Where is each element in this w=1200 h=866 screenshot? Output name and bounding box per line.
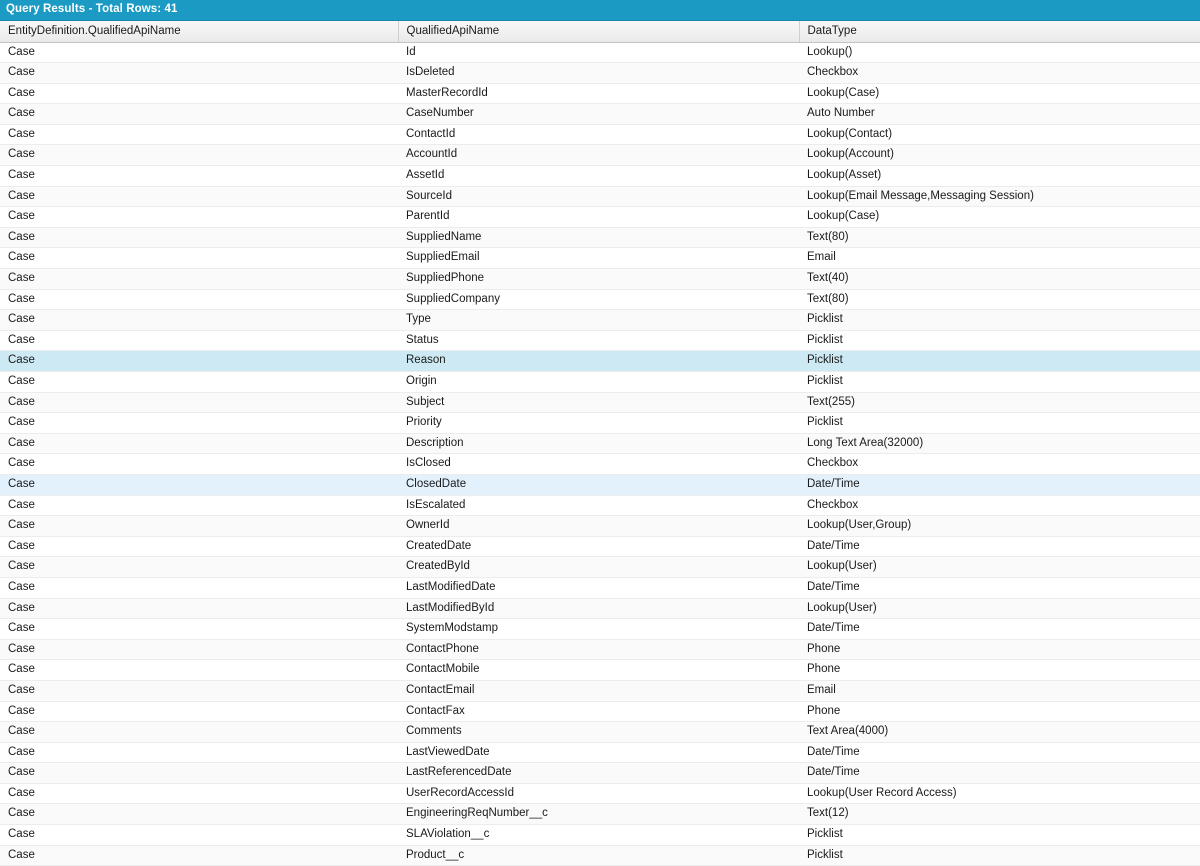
cell-data-type: Date/Time [799, 577, 1200, 598]
table-row[interactable] [0, 516, 1200, 537]
table-row[interactable] [0, 536, 1200, 557]
cell-data-type: Date/Time [799, 763, 1200, 784]
cell-qualified-api-name: IsClosed [398, 454, 799, 475]
cell-data-type: Date/Time [799, 742, 1200, 763]
cell-qualified-api-name: Reason [398, 351, 799, 372]
cell-entity-definition: Case [0, 166, 398, 187]
table-header-row [0, 21, 1200, 42]
cell-entity-definition: Case [0, 227, 398, 248]
cell-entity-definition: Case [0, 577, 398, 598]
cell-data-type: Lookup(Case) [799, 83, 1200, 104]
cell-entity-definition: Case [0, 42, 398, 63]
query-results-table [0, 21, 1200, 866]
cell-data-type: Email [799, 680, 1200, 701]
table-row[interactable] [0, 392, 1200, 413]
cell-entity-definition: Case [0, 104, 398, 125]
cell-data-type: Date/Time [799, 474, 1200, 495]
table-row[interactable] [0, 577, 1200, 598]
cell-data-type: Date/Time [799, 619, 1200, 640]
cell-entity-definition: Case [0, 845, 398, 866]
cell-entity-definition: Case [0, 124, 398, 145]
cell-data-type: Lookup(Email Message,Messaging Session) [799, 186, 1200, 207]
cell-qualified-api-name: SLAViolation__c [398, 825, 799, 846]
cell-data-type: Checkbox [799, 454, 1200, 475]
cell-data-type: Text(255) [799, 392, 1200, 413]
table-row[interactable] [0, 310, 1200, 331]
cell-entity-definition: Case [0, 516, 398, 537]
cell-qualified-api-name: CaseNumber [398, 104, 799, 125]
cell-qualified-api-name: MasterRecordId [398, 83, 799, 104]
table-row[interactable] [0, 557, 1200, 578]
table-row[interactable] [0, 330, 1200, 351]
cell-data-type: Lookup(Contact) [799, 124, 1200, 145]
cell-entity-definition: Case [0, 536, 398, 557]
cell-data-type: Picklist [799, 351, 1200, 372]
cell-data-type: Lookup(Case) [799, 207, 1200, 228]
cell-entity-definition: Case [0, 351, 398, 372]
cell-qualified-api-name: IsEscalated [398, 495, 799, 516]
cell-data-type: Checkbox [799, 63, 1200, 84]
cell-qualified-api-name: IsDeleted [398, 63, 799, 84]
table-row[interactable] [0, 104, 1200, 125]
table-row[interactable] [0, 742, 1200, 763]
cell-entity-definition: Case [0, 557, 398, 578]
table-row[interactable] [0, 495, 1200, 516]
table-row[interactable] [0, 372, 1200, 393]
cell-qualified-api-name: ContactPhone [398, 639, 799, 660]
cell-qualified-api-name: AccountId [398, 145, 799, 166]
cell-entity-definition: Case [0, 186, 398, 207]
cell-qualified-api-name: ContactEmail [398, 680, 799, 701]
cell-qualified-api-name: SystemModstamp [398, 619, 799, 640]
cell-qualified-api-name: SuppliedPhone [398, 269, 799, 290]
cell-data-type: Picklist [799, 825, 1200, 846]
cell-qualified-api-name: ContactId [398, 124, 799, 145]
cell-qualified-api-name: ContactMobile [398, 660, 799, 681]
cell-entity-definition: Case [0, 598, 398, 619]
cell-qualified-api-name: SourceId [398, 186, 799, 207]
cell-data-type: Lookup(Account) [799, 145, 1200, 166]
cell-entity-definition: Case [0, 763, 398, 784]
cell-entity-definition: Case [0, 289, 398, 310]
table-row[interactable] [0, 701, 1200, 722]
cell-data-type: Lookup() [799, 42, 1200, 63]
query-results-title-bar [0, 0, 1200, 21]
cell-data-type: Phone [799, 701, 1200, 722]
cell-data-type: Picklist [799, 372, 1200, 393]
cell-data-type: Phone [799, 660, 1200, 681]
cell-data-type: Auto Number [799, 104, 1200, 125]
cell-qualified-api-name: ClosedDate [398, 474, 799, 495]
cell-entity-definition: Case [0, 413, 398, 434]
cell-data-type: Text(80) [799, 289, 1200, 310]
cell-entity-definition: Case [0, 310, 398, 331]
table-row[interactable] [0, 289, 1200, 310]
table-row[interactable] [0, 83, 1200, 104]
cell-entity-definition: Case [0, 783, 398, 804]
cell-data-type: Long Text Area(32000) [799, 433, 1200, 454]
cell-entity-definition: Case [0, 330, 398, 351]
table-row[interactable] [0, 474, 1200, 495]
cell-data-type: Lookup(Asset) [799, 166, 1200, 187]
cell-entity-definition: Case [0, 454, 398, 475]
cell-data-type: Text Area(4000) [799, 722, 1200, 743]
table-row[interactable] [0, 145, 1200, 166]
cell-entity-definition: Case [0, 392, 398, 413]
cell-data-type: Email [799, 248, 1200, 269]
cell-entity-definition: Case [0, 701, 398, 722]
table-row[interactable] [0, 783, 1200, 804]
cell-entity-definition: Case [0, 804, 398, 825]
cell-qualified-api-name: LastViewedDate [398, 742, 799, 763]
cell-data-type: Picklist [799, 845, 1200, 866]
table-row[interactable] [0, 680, 1200, 701]
cell-entity-definition: Case [0, 495, 398, 516]
cell-data-type: Date/Time [799, 536, 1200, 557]
cell-data-type: Text(40) [799, 269, 1200, 290]
table-row[interactable] [0, 248, 1200, 269]
cell-entity-definition: Case [0, 83, 398, 104]
cell-entity-definition: Case [0, 207, 398, 228]
table-row[interactable] [0, 722, 1200, 743]
cell-qualified-api-name: LastReferencedDate [398, 763, 799, 784]
cell-data-type: Lookup(User) [799, 557, 1200, 578]
table-row[interactable] [0, 269, 1200, 290]
cell-qualified-api-name: Description [398, 433, 799, 454]
cell-data-type: Checkbox [799, 495, 1200, 516]
table-row[interactable] [0, 825, 1200, 846]
page-title: Query Results - Total Rows: 41 [6, 3, 178, 16]
cell-data-type: Picklist [799, 330, 1200, 351]
cell-qualified-api-name: Comments [398, 722, 799, 743]
table-row[interactable] [0, 660, 1200, 681]
cell-qualified-api-name: CreatedById [398, 557, 799, 578]
table-row[interactable] [0, 63, 1200, 84]
cell-data-type: Text(80) [799, 227, 1200, 248]
table-row[interactable] [0, 433, 1200, 454]
cell-entity-definition: Case [0, 722, 398, 743]
cell-qualified-api-name: AssetId [398, 166, 799, 187]
cell-qualified-api-name: UserRecordAccessId [398, 783, 799, 804]
table-row[interactable] [0, 639, 1200, 660]
cell-entity-definition: Case [0, 660, 398, 681]
table-header [0, 21, 1200, 42]
table-row[interactable] [0, 186, 1200, 207]
cell-entity-definition: Case [0, 680, 398, 701]
cell-entity-definition: Case [0, 63, 398, 84]
table-body [0, 42, 1200, 866]
cell-qualified-api-name: LastModifiedById [398, 598, 799, 619]
table-row[interactable] [0, 413, 1200, 434]
cell-qualified-api-name: SuppliedName [398, 227, 799, 248]
table-row[interactable] [0, 124, 1200, 145]
table-row[interactable] [0, 763, 1200, 784]
cell-entity-definition: Case [0, 639, 398, 660]
cell-entity-definition: Case [0, 145, 398, 166]
cell-data-type: Text(12) [799, 804, 1200, 825]
cell-entity-definition: Case [0, 372, 398, 393]
cell-entity-definition: Case [0, 619, 398, 640]
table-row[interactable] [0, 619, 1200, 640]
table-row[interactable] [0, 42, 1200, 63]
cell-qualified-api-name: SuppliedCompany [398, 289, 799, 310]
cell-qualified-api-name: LastModifiedDate [398, 577, 799, 598]
cell-qualified-api-name: Product__c [398, 845, 799, 866]
cell-entity-definition: Case [0, 433, 398, 454]
cell-qualified-api-name: SuppliedEmail [398, 248, 799, 269]
cell-data-type: Picklist [799, 310, 1200, 331]
cell-data-type: Phone [799, 639, 1200, 660]
column-header-entity-definition[interactable]: EntityDefinition.QualifiedApiName [0, 21, 398, 42]
table-row[interactable] [0, 207, 1200, 228]
cell-qualified-api-name: Priority [398, 413, 799, 434]
cell-qualified-api-name: EngineeringReqNumber__c [398, 804, 799, 825]
cell-data-type: Lookup(User Record Access) [799, 783, 1200, 804]
cell-qualified-api-name: Type [398, 310, 799, 331]
table-row[interactable] [0, 804, 1200, 825]
table-row[interactable] [0, 166, 1200, 187]
cell-qualified-api-name: Status [398, 330, 799, 351]
cell-qualified-api-name: ParentId [398, 207, 799, 228]
cell-qualified-api-name: ContactFax [398, 701, 799, 722]
table-row[interactable] [0, 227, 1200, 248]
table-row[interactable] [0, 845, 1200, 866]
cell-qualified-api-name: Origin [398, 372, 799, 393]
column-header-data-type[interactable]: DataType [799, 21, 1200, 42]
cell-qualified-api-name: CreatedDate [398, 536, 799, 557]
cell-entity-definition: Case [0, 825, 398, 846]
cell-qualified-api-name: OwnerId [398, 516, 799, 537]
cell-qualified-api-name: Id [398, 42, 799, 63]
cell-entity-definition: Case [0, 248, 398, 269]
cell-entity-definition: Case [0, 269, 398, 290]
table-row[interactable] [0, 351, 1200, 372]
cell-data-type: Lookup(User,Group) [799, 516, 1200, 537]
cell-entity-definition: Case [0, 742, 398, 763]
column-header-qualified-api-name[interactable]: QualifiedApiName [398, 21, 799, 42]
table-row[interactable] [0, 454, 1200, 475]
cell-entity-definition: Case [0, 474, 398, 495]
table-row[interactable] [0, 598, 1200, 619]
cell-data-type: Lookup(User) [799, 598, 1200, 619]
cell-data-type: Picklist [799, 413, 1200, 434]
cell-qualified-api-name: Subject [398, 392, 799, 413]
